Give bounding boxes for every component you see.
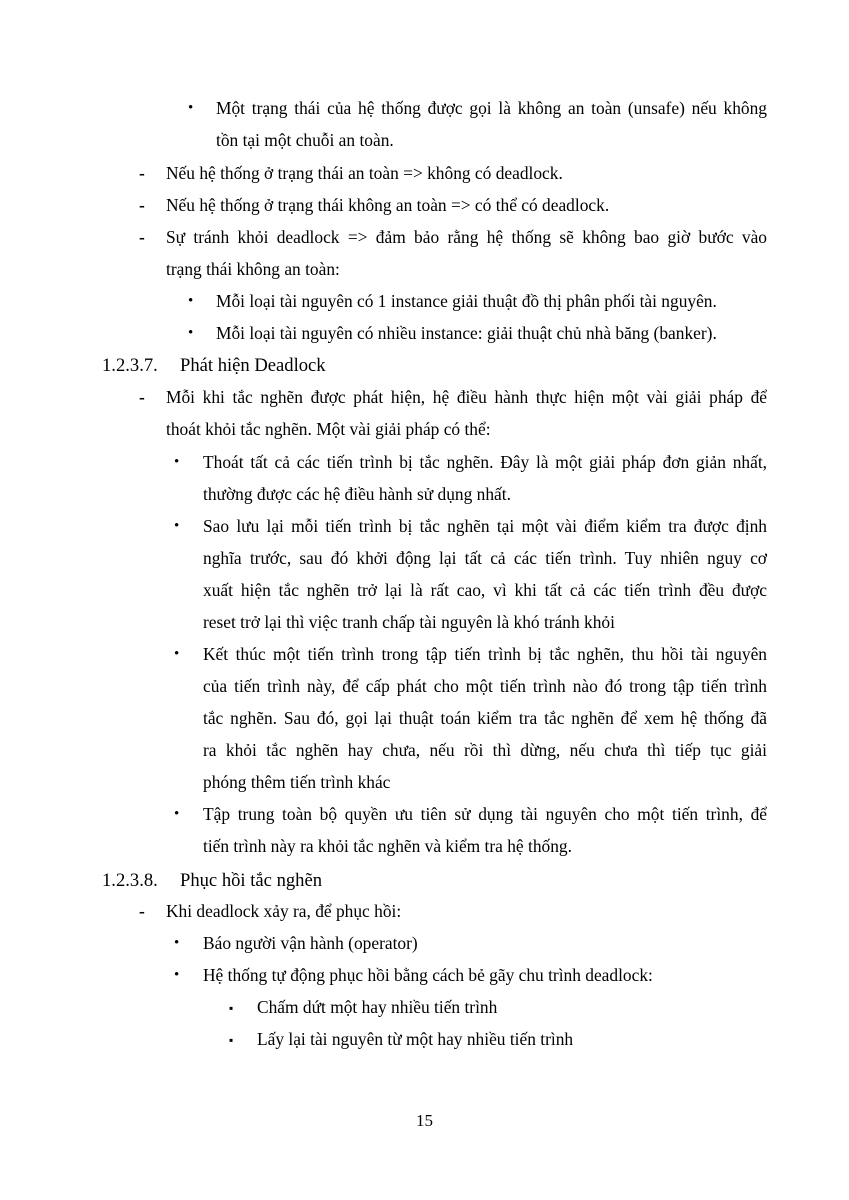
dash-marker: - xyxy=(139,195,145,215)
bullet-marker: • xyxy=(174,646,180,662)
section-heading: Phát hiện Deadlock xyxy=(180,355,326,376)
bullet-marker: • xyxy=(188,325,194,341)
paragraph-line: Nếu hệ thống ở trạng thái không an toàn => có thể có deadlock. xyxy=(166,195,610,215)
dash-marker: - xyxy=(139,163,145,183)
paragraph-line: thường được các hệ điều hành sử dụng nhất. xyxy=(203,484,511,504)
section-number: 1.2.3.7. xyxy=(102,355,158,376)
paragraph-line: Báo người vận hành (operator) xyxy=(203,933,418,953)
paragraph-line: Lấy lại tài nguyên từ một hay nhiều tiến trình xyxy=(257,1029,574,1049)
paragraph-line: nghĩa trước, sau đó khởi động lại tất cả các tiến trình. Tuy nhiên nguy cơ xyxy=(203,548,767,568)
bullet-marker: • xyxy=(188,100,194,116)
paragraph-line: Mỗi khi tắc nghẽn được phát hiện, hệ điều hành thực hiện một vài giải pháp để xyxy=(166,387,767,407)
bullet-marker: • xyxy=(174,806,180,822)
paragraph-line: Một trạng thái của hệ thống được gọi là không an toàn (unsafe) nếu không xyxy=(216,98,767,118)
dash-marker: - xyxy=(139,227,145,247)
bullet-marker: • xyxy=(174,454,180,470)
paragraph-line: Mỗi loại tài nguyên có nhiều instance: giải thuật chủ nhà băng (banker). xyxy=(216,323,717,343)
paragraph-line: Thoát tất cả các tiến trình bị tắc nghẽn. Đây là một giải pháp đơn giản nhất, xyxy=(203,452,767,472)
square-marker: ▪ xyxy=(229,1001,234,1015)
paragraph-line: Mỗi loại tài nguyên có 1 instance giải thuật đồ thị phân phối tài nguyên. xyxy=(216,291,717,311)
paragraph-line: Khi deadlock xảy ra, để phục hồi: xyxy=(166,901,402,921)
bullet-marker: • xyxy=(188,293,194,309)
paragraph-line: trạng thái không an toàn: xyxy=(166,259,340,279)
paragraph-line: thoát khỏi tắc nghẽn. Một vài giải pháp có thể: xyxy=(166,419,491,439)
square-marker: ▪ xyxy=(229,1033,234,1047)
section-heading: Phục hồi tắc nghẽn xyxy=(180,870,323,891)
paragraph-line: Sao lưu lại mỗi tiến trình bị tắc nghẽn tại một vài điểm kiểm tra được định xyxy=(203,516,767,536)
bullet-marker: • xyxy=(174,518,180,534)
paragraph-line: tiến trình này ra khỏi tắc nghẽn và kiểm tra hệ thống. xyxy=(203,836,572,856)
paragraph-line: Kết thúc một tiến trình trong tập tiến trình bị tắc nghẽn, thu hồi tài nguyên xyxy=(203,644,767,664)
paragraph-line: xuất hiện tắc nghẽn trở lại là rất cao, vì khi tất cả các tiến trình đều được xyxy=(203,580,767,600)
paragraph-line: của tiến trình này, để cấp phát cho một tiến trình nào đó trong tập tiến trình xyxy=(203,676,767,696)
paragraph-line: reset trở lại thì việc tranh chấp tài nguyên là khó tránh khỏi xyxy=(203,612,615,632)
paragraph-line: Hệ thống tự động phục hồi bằng cách bẻ gãy chu trình deadlock: xyxy=(203,965,653,985)
paragraph-line: Sự tránh khỏi deadlock => đảm bảo rằng hệ thống sẽ không bao giờ bước vào xyxy=(166,227,767,247)
page-number: 15 xyxy=(416,1111,433,1130)
bullet-marker: • xyxy=(174,935,180,951)
paragraph-line: ra khỏi tắc nghẽn hay chưa, nếu rồi thì dừng, nếu chưa thì tiếp tục giải xyxy=(203,740,767,760)
paragraph-line: tồn tại một chuỗi an toàn. xyxy=(216,130,394,150)
bullet-marker: • xyxy=(174,967,180,983)
paragraph-line: tắc nghẽn. Sau đó, gọi lại thuật toán kiểm tra tắc nghẽn để xem hệ thống đã xyxy=(203,708,767,728)
paragraph-line: phóng thêm tiến trình khác xyxy=(203,772,391,792)
section-number: 1.2.3.8. xyxy=(102,870,158,891)
paragraph-line: Nếu hệ thống ở trạng thái an toàn => không có deadlock. xyxy=(166,163,563,183)
dash-marker: - xyxy=(139,901,145,921)
paragraph-line: Chấm dứt một hay nhiều tiến trình xyxy=(257,997,498,1017)
paragraph-line: Tập trung toàn bộ quyền ưu tiên sử dụng tài nguyên cho một tiến trình, để xyxy=(203,804,767,824)
dash-marker: - xyxy=(139,387,145,407)
